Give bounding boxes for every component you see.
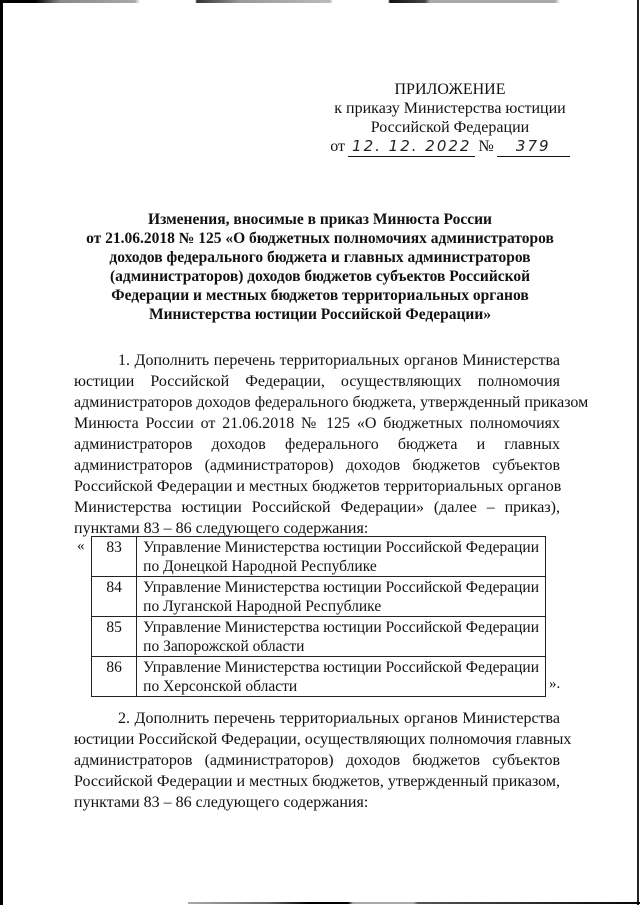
row-text-line: Управление Министерства юстиции Российской Федерации	[143, 579, 539, 596]
table-row	[92, 537, 546, 577]
paragraph-line: Российской Федерации и местных бюджетов, утвержденный приказом,	[74, 773, 560, 790]
document-title	[60, 210, 580, 324]
row-text-line: Управление Министерства юстиции Российской Федерации	[143, 619, 539, 636]
table-row	[92, 577, 546, 617]
table-row	[92, 657, 546, 697]
number-sign: №	[478, 138, 494, 155]
row-number: 83	[92, 537, 137, 577]
paragraph-line: 2. Дополнить перечень территориальных органов Министерства	[118, 710, 560, 727]
handwritten-number: 379	[497, 137, 570, 157]
row-text	[137, 617, 546, 657]
appendix-heading: ПРИЛОЖЕНИЕ	[394, 81, 506, 98]
row-text-line: Управление Министерства юстиции Российской Федерации	[143, 659, 539, 676]
row-text-line: по Донецкой Народной Республике	[143, 558, 377, 575]
amendment-table	[91, 536, 546, 697]
row-text-line: по Запорожской области	[143, 638, 305, 655]
paragraph-line: пунктами 83 – 86 следующего содержания:	[74, 520, 369, 537]
table-row	[92, 617, 546, 657]
paragraph-line: 1. Дополнить перечень территориальных органов Министерства	[118, 352, 560, 369]
appendix-order-ref: к приказу Министерства юстиции	[334, 100, 566, 117]
date-prefix: от	[330, 138, 346, 155]
title-line: доходов федерального бюджета и главных администраторов	[109, 249, 531, 266]
table-open-quote: «	[77, 538, 85, 554]
row-text-line: по Херсонской области	[143, 678, 298, 695]
row-text	[137, 657, 546, 697]
paragraph-line: администраторов (администраторов) доходов бюджетов субъектов	[74, 457, 560, 474]
row-text	[137, 577, 546, 617]
title-line: Федерации и местных бюджетов территориальных органов	[111, 287, 529, 304]
paragraph-line: администраторов (администраторов) доходов бюджетов субъектов	[74, 752, 560, 769]
handwritten-date: 12. 12. 2022	[348, 137, 475, 157]
paragraph-2	[74, 708, 572, 813]
paragraph-line: пунктами 83 – 86 следующего содержания:	[74, 794, 369, 811]
row-text	[137, 537, 546, 577]
row-text-line: по Луганской Народной Республике	[143, 598, 382, 615]
paragraph-line: Минюста России от 21.06.2018 № 125 «О бюджетных полномочиях	[74, 415, 560, 432]
appendix-date-line	[330, 137, 570, 157]
row-text-line: Управление Министерства юстиции Российской Федерации	[143, 539, 539, 556]
paragraph-line: администраторов доходов федерального бюджета, утвержденный приказом	[74, 394, 589, 411]
scan-edge-right	[637, 0, 639, 905]
title-line: Изменения, вносимые в приказ Минюста России	[148, 211, 492, 228]
title-line: Министерства юстиции Российской Федерации»	[148, 306, 492, 323]
scan-edge-left	[0, 0, 3, 905]
paragraph-1	[74, 350, 589, 539]
paragraph-line: Министерства юстиции Российской Федерации» (далее – приказ),	[74, 499, 560, 516]
appendix-header	[330, 80, 570, 157]
table-close-quote: ».	[549, 676, 561, 692]
scan-edge-bottom	[188, 902, 640, 904]
paragraph-line: администраторов доходов федерального бюджета и главных	[74, 436, 560, 453]
scan-edge-top	[0, 0, 560, 3]
row-number: 84	[92, 577, 137, 617]
appendix-federation: Российской Федерации	[370, 119, 530, 136]
row-number: 85	[92, 617, 137, 657]
paragraph-line: юстиции Российской Федерации, осуществляющих полномочия	[74, 373, 560, 390]
paragraph-line: юстиции Российской Федерации, осуществляющих полномочия главных	[74, 731, 572, 748]
title-line: (администраторов) доходов бюджетов субъектов Российской	[109, 268, 531, 285]
paragraph-line: Российской Федерации и местных бюджетов территориальных органов	[74, 478, 562, 495]
row-number: 86	[92, 657, 137, 697]
title-line: от 21.06.2018 № 125 «О бюджетных полномочиях администраторов	[86, 230, 554, 247]
